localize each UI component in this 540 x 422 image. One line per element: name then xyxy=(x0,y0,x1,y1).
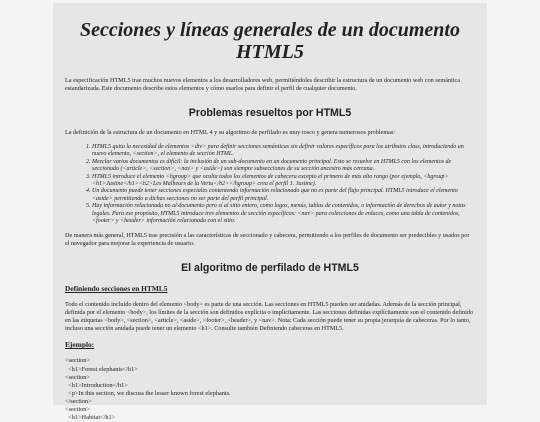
code-line: <p>In this section, we discuss the lesser known forest elephants. xyxy=(65,389,231,397)
section-heading-problems: Problemas resueltos por HTML5 xyxy=(188,107,352,119)
code-line: <h1>Forest elephants</h1> xyxy=(65,365,138,373)
code-line: <h1>Habitat</h1> xyxy=(65,414,116,422)
page-title-line-2: HTML5 xyxy=(236,41,304,63)
example-heading: Ejemplo: xyxy=(65,340,95,350)
code-line: </section> xyxy=(65,397,92,405)
problems-outro-paragraph: De manera más general, HTML5 trae precisión a las características de seccionado y cabecera, permitiendo a los perfiles de documento ser predecibles y usados por el navegador para mejorar la experiencia de usuario. xyxy=(65,232,470,248)
list-item: 3. HTML5 introduce el elemento <hgroup> que oculta todos los elementos de cabecera excepto el primero de más alto rango (por ejemplo, <hgroup> <h1>Justine</h1><h2>Les Malheurs de la Vertu</h2></hgroup> crea el perfil 1. Justine). xyxy=(92,174,475,189)
document-page xyxy=(53,3,487,422)
list-item: 5. Hay información relacionada no al documento pero sí al sitio entero, como logos, menús, tablas de contenidos, o información de derechos de autor y notas legales. Para ese propósito, HTML5 introduce tres elementos de sección específicos: <nav> para colecciones de enlaces, como una tabla de contenidos, <footer> y <header> información relacionada con el sitio. xyxy=(92,203,475,225)
list-item: 2. Mezclar varios documentos es difícil: la inclusión de un sub-documento en un documento principal. Esto se resuelve en HTML5 con los elementos de seccionado (<article>, <section>, <nav> y <aside>) son siempre subsecciones de su sección ancestro más cercana. xyxy=(92,159,475,174)
subsection-heading-defining-sections: Definiendo secciones en HTML5 xyxy=(65,284,168,294)
intro-paragraph: La especificación HTML5 trae muchos nuevos elementos a los desarrolladores web, permitiéndoles describir la estructura de un documento web con semántica estandarizada. Este documento describe estos elementos y cómo usarlos para definir el perfil de cualquier documento. xyxy=(65,77,461,92)
page-title-line-1: Secciones y líneas generales de un documento xyxy=(80,19,460,41)
list-item: 4. Un documento puede tener secciones especiales conteniendo información relacionado que no es parte del flujo principal. HTML5 introduce el elemento <aside> permitiendo a dichas secciones no ser parte del perfil principal. xyxy=(92,188,475,203)
section-heading-algorithm: El algoritmo de perfilado de HTML5 xyxy=(181,262,359,275)
code-line: <section> xyxy=(65,357,90,365)
code-line: <section> xyxy=(65,373,90,381)
page-title xyxy=(65,19,475,63)
problems-list xyxy=(65,144,475,225)
code-line: <h1>Introduction</h1> xyxy=(65,381,128,389)
code-example xyxy=(65,357,475,422)
code-line: <section> xyxy=(65,406,90,414)
problems-intro-paragraph: La definición de la estructura de un documento en HTML 4 y su algoritmo de perfilado es muy tosco y genera numerosos problemas: xyxy=(65,129,396,136)
list-item: 1. HTML5 quita la necesidad de elementos <div> para definir secciones semánticas sin definir valores específicos para los atributos class, introduciendo un nuevo elemento, <section>, el elemento de sección HTML. xyxy=(92,144,475,159)
defining-sections-paragraph: Todo el contenido incluido dentro del elemento <body> es parte de una sección. Las secciones en HTML5 pueden ser anidadas. Además de la sección principal, definida por el elemento <body>, los límites de la sección son definidos explícita o implícitamente. Las secciones definidas explícitamente son el contenido definido en las etiquetas <body>, <section>, <article>, <aside>, <footer>, <header>, y <nav>. Nota: Cada sección puede tener su propia jerarquía de cabeceras. Por lo tanto, incluso una sección anidada puede tener un elemento <h1>. Consulte también Definiendo cabeceras en HTML5. xyxy=(65,301,474,333)
